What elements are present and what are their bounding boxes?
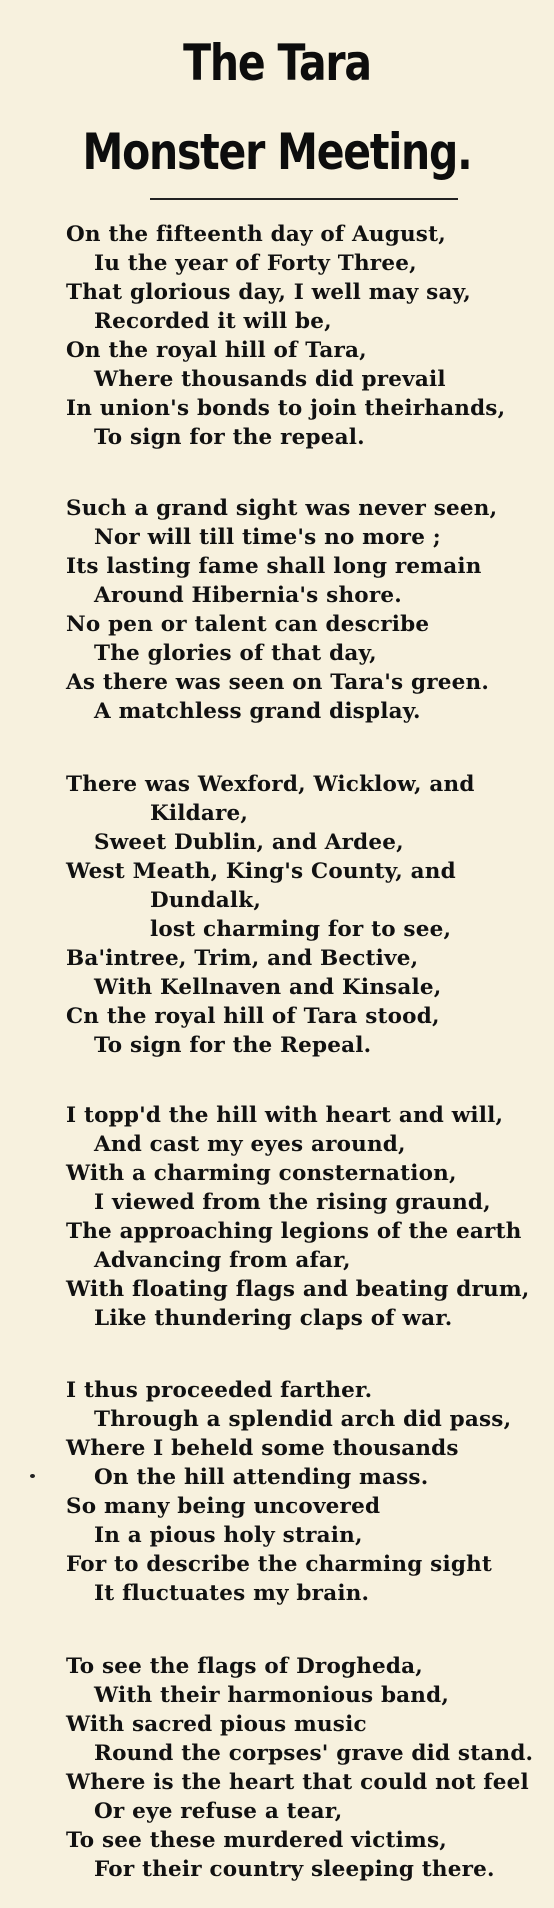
verse-line: On the fifteenth day of August, [66, 222, 446, 247]
verse-line: Sweet Dublin, and Ardee, [94, 830, 404, 855]
verse-line: Where I beheld some thousands [66, 1436, 459, 1461]
verse-line: I topp'd the hill with heart and will, [66, 1103, 504, 1128]
verse-line: Through a splendid arch did pass, [94, 1407, 512, 1432]
title-line-2: Monster Meeting. [82, 123, 472, 181]
verse-line: Ba'intree, Trim, and Bective, [66, 946, 419, 971]
verse-line: Iu the year of Forty Three, [94, 251, 417, 276]
verse-line: As there was seen on Tara's green. [66, 670, 490, 695]
verse-line: For their country sleeping there. [94, 1857, 495, 1882]
verse-line: With their harmonious band, [94, 1683, 450, 1708]
verse-line: I viewed from the rising graund, [94, 1190, 491, 1215]
verse-line: In union's bonds to join theirhands, [66, 396, 506, 421]
verse-line: Cn the royal hill of Tara stood, [66, 1004, 440, 1029]
verse-line: With a charming consternation, [66, 1161, 457, 1186]
verse-line: The glories of that day, [94, 641, 377, 666]
verse-line: Such a grand sight was never seen, [66, 496, 498, 521]
verse-line: Round the corpses' grave did stand. [94, 1741, 534, 1766]
title-rule [150, 198, 458, 200]
title-line-1: The Tara [183, 34, 371, 92]
verse-line: I thus proceeded farther. [66, 1378, 373, 1403]
verse-line: A matchless grand display. [94, 699, 421, 724]
verse-line: To see these murdered victims, [66, 1828, 447, 1853]
verse-line: Where thousands did prevail [94, 367, 446, 392]
verse-line: Advancing from afar, [94, 1248, 351, 1273]
verse-line: Where is the heart that could not feel [66, 1770, 529, 1795]
verse-line: On the royal hill of Tara, [66, 338, 367, 363]
verse-line: So many being uncovered [66, 1494, 381, 1519]
verse-line: The approaching legions of the earth [66, 1219, 522, 1244]
verse-line: No pen or talent can describe [66, 612, 430, 637]
verse-line: With floating flags and beating drum, [66, 1277, 530, 1302]
verse-line: To sign for the Repeal. [94, 1033, 372, 1058]
verse-line: With sacred pious music [66, 1712, 367, 1737]
verse-line: Like thundering claps of war. [94, 1306, 453, 1331]
verse-line: lost charming for to see, [150, 917, 452, 942]
verse-line: With Kellnaven and Kinsale, [94, 975, 442, 1000]
verse-line: For to describe the charming sight [66, 1552, 493, 1577]
verse-line: To see the flags of Drogheda, [66, 1654, 423, 1679]
verse-line: Kildare, [150, 801, 249, 826]
verse-line: Recorded it will be, [94, 309, 332, 334]
verse-line: It fluctuates my brain. [94, 1581, 370, 1606]
verse-line: There was Wexford, Wicklow, and [66, 772, 475, 797]
verse-line: West Meath, King's County, and [66, 859, 456, 884]
verse-line: And cast my eyes around, [94, 1132, 406, 1157]
ink-speck [30, 1474, 35, 1478]
verse-line: Its lasting fame shall long remain [66, 554, 482, 579]
verse-line: In a pious holy strain, [94, 1523, 363, 1548]
verse-line: Or eye refuse a tear, [94, 1799, 343, 1824]
verse-line: That glorious day, I well may say, [66, 280, 471, 305]
verse-line: Around Hibernia's shore. [94, 583, 402, 608]
verse-line: Dundalk, [150, 888, 262, 913]
verse-line: On the hill attending mass. [94, 1465, 429, 1490]
verse-line: Nor will till time's no more ; [94, 525, 441, 550]
verse-line: To sign for the repeal. [94, 425, 365, 450]
